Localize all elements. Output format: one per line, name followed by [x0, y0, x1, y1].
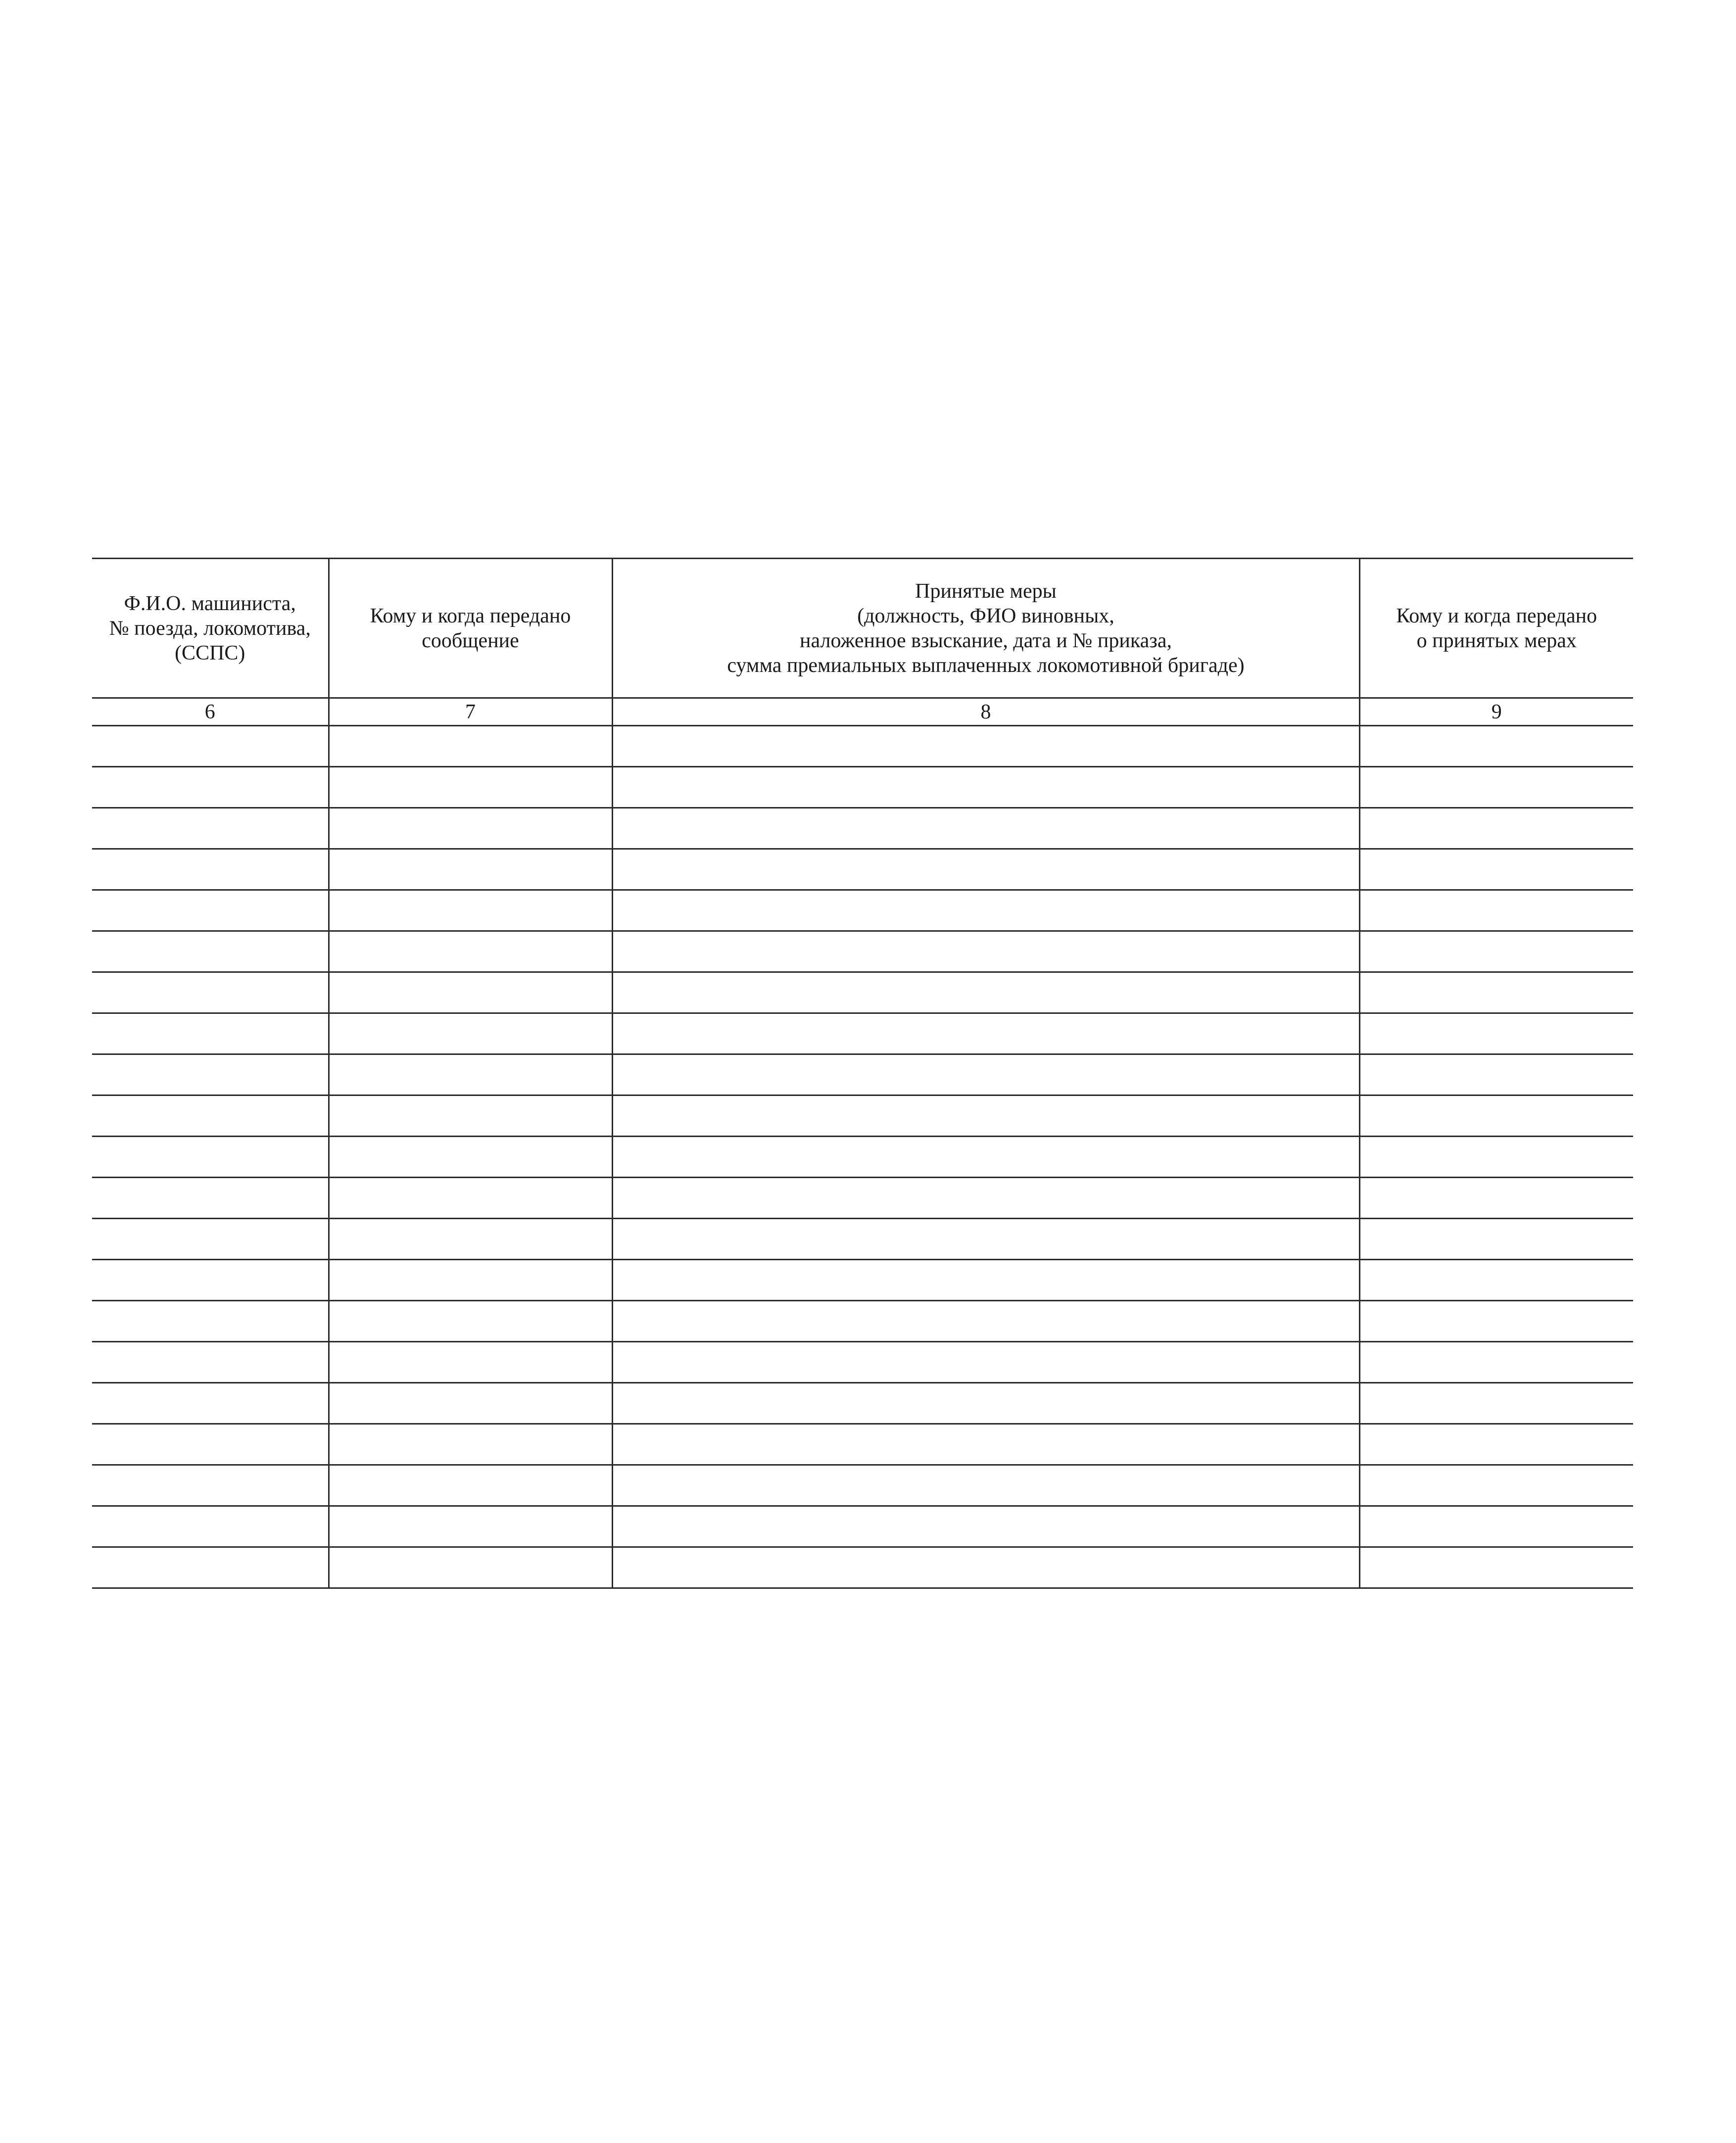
table-cell — [612, 1219, 1359, 1260]
table-cell — [612, 1506, 1359, 1547]
table-cell — [612, 1383, 1359, 1424]
table-cell — [1359, 1383, 1633, 1424]
table-cell — [1359, 1506, 1633, 1547]
table-row — [92, 1424, 1633, 1465]
table-cell — [612, 931, 1359, 972]
journal-table — [92, 558, 1633, 1589]
table-cell — [92, 1506, 329, 1547]
table-cell — [92, 1137, 329, 1178]
table-cell — [1359, 890, 1633, 931]
table-cell — [612, 972, 1359, 1013]
table-cell — [92, 1424, 329, 1465]
table-cell — [329, 1095, 612, 1137]
table-cell — [329, 1547, 612, 1588]
table-cell — [1359, 1137, 1633, 1178]
table-row — [92, 1465, 1633, 1506]
table-row — [92, 1547, 1633, 1588]
column-number-7: 7 — [329, 698, 612, 726]
table-cell — [1359, 767, 1633, 808]
table-cell — [612, 726, 1359, 767]
table-row — [92, 972, 1633, 1013]
table-cell — [329, 1219, 612, 1260]
table-cell — [612, 1178, 1359, 1219]
table-cell — [1359, 1054, 1633, 1095]
table-cell — [612, 767, 1359, 808]
table-row — [92, 1342, 1633, 1383]
table-cell — [1359, 1260, 1633, 1301]
table-cell — [92, 972, 329, 1013]
table-row — [92, 1260, 1633, 1301]
table-cell — [612, 1095, 1359, 1137]
table-cell — [92, 767, 329, 808]
table-cell — [329, 849, 612, 890]
table-row — [92, 808, 1633, 849]
table-cell — [329, 1260, 612, 1301]
table-cell — [612, 1137, 1359, 1178]
table-cell — [92, 808, 329, 849]
table-cell — [1359, 849, 1633, 890]
table-row — [92, 1095, 1633, 1137]
table-cell — [612, 808, 1359, 849]
table-cell — [92, 931, 329, 972]
table-cell — [329, 767, 612, 808]
table-cell — [329, 1342, 612, 1383]
table-cell — [1359, 1342, 1633, 1383]
header-measures-reported: Кому и когда передано о принятых мерах — [1359, 559, 1633, 698]
table-cell — [1359, 808, 1633, 849]
table-row — [92, 1178, 1633, 1219]
table-cell — [329, 1465, 612, 1506]
table-cell — [1359, 1424, 1633, 1465]
table-row — [92, 1054, 1633, 1095]
table-row — [92, 890, 1633, 931]
table-row — [92, 726, 1633, 767]
table-cell — [612, 1013, 1359, 1054]
table-cell — [1359, 1465, 1633, 1506]
column-number-row — [92, 698, 1633, 726]
table-cell — [1359, 931, 1633, 972]
table-cell — [329, 1301, 612, 1342]
table-cell — [612, 849, 1359, 890]
column-number-8: 8 — [612, 698, 1359, 726]
column-number-6: 6 — [92, 698, 329, 726]
table-cell — [612, 1342, 1359, 1383]
table-cell — [329, 972, 612, 1013]
table-cell — [92, 1054, 329, 1095]
table-cell — [92, 1095, 329, 1137]
table-cell — [329, 808, 612, 849]
table-cell — [92, 1547, 329, 1588]
table-row — [92, 767, 1633, 808]
table-cell — [329, 890, 612, 931]
column-number-9: 9 — [1359, 698, 1633, 726]
table-row — [92, 849, 1633, 890]
table-cell — [329, 1054, 612, 1095]
table-cell — [92, 1260, 329, 1301]
table-cell — [329, 1137, 612, 1178]
table-row — [92, 1383, 1633, 1424]
table-cell — [92, 1178, 329, 1219]
table-row — [92, 931, 1633, 972]
table-cell — [1359, 1178, 1633, 1219]
table-row — [92, 1301, 1633, 1342]
table-cell — [92, 849, 329, 890]
table-cell — [329, 1013, 612, 1054]
table-cell — [1359, 1301, 1633, 1342]
table-row — [92, 1219, 1633, 1260]
header-row — [92, 559, 1633, 698]
table-cell — [612, 1260, 1359, 1301]
header-driver-train-locomotive: Ф.И.О. машиниста, № поезда, локомотива, (ССПС) — [92, 559, 329, 698]
table-cell — [92, 1383, 329, 1424]
table-cell — [1359, 1219, 1633, 1260]
table-cell — [612, 1054, 1359, 1095]
table-cell — [329, 1383, 612, 1424]
table-cell — [92, 1301, 329, 1342]
table-cell — [92, 1013, 329, 1054]
table-cell — [612, 1424, 1359, 1465]
table-cell — [1359, 972, 1633, 1013]
table-cell — [329, 931, 612, 972]
table-cell — [329, 726, 612, 767]
table-row — [92, 1137, 1633, 1178]
header-message-transferred: Кому и когда передано сообщение — [329, 559, 612, 698]
table-cell — [329, 1424, 612, 1465]
table-body — [92, 726, 1633, 1588]
table-cell — [612, 890, 1359, 931]
table-cell — [329, 1178, 612, 1219]
table-cell — [92, 1342, 329, 1383]
table-cell — [92, 726, 329, 767]
table-cell — [1359, 1095, 1633, 1137]
table-cell — [612, 1547, 1359, 1588]
table-cell — [329, 1506, 612, 1547]
table-cell — [1359, 726, 1633, 767]
table-cell — [1359, 1547, 1633, 1588]
table-row — [92, 1506, 1633, 1547]
table-cell — [1359, 1013, 1633, 1054]
table-cell — [92, 1465, 329, 1506]
table-cell — [612, 1301, 1359, 1342]
table-row — [92, 1013, 1633, 1054]
header-measures-taken: Принятые меры (должность, ФИО виновных, наложенное взыскание, дата и № приказа, сумма премиальных выплаченных локомотивной бригаде) — [612, 559, 1359, 698]
table-cell — [612, 1465, 1359, 1506]
table-cell — [92, 1219, 329, 1260]
table-cell — [92, 890, 329, 931]
